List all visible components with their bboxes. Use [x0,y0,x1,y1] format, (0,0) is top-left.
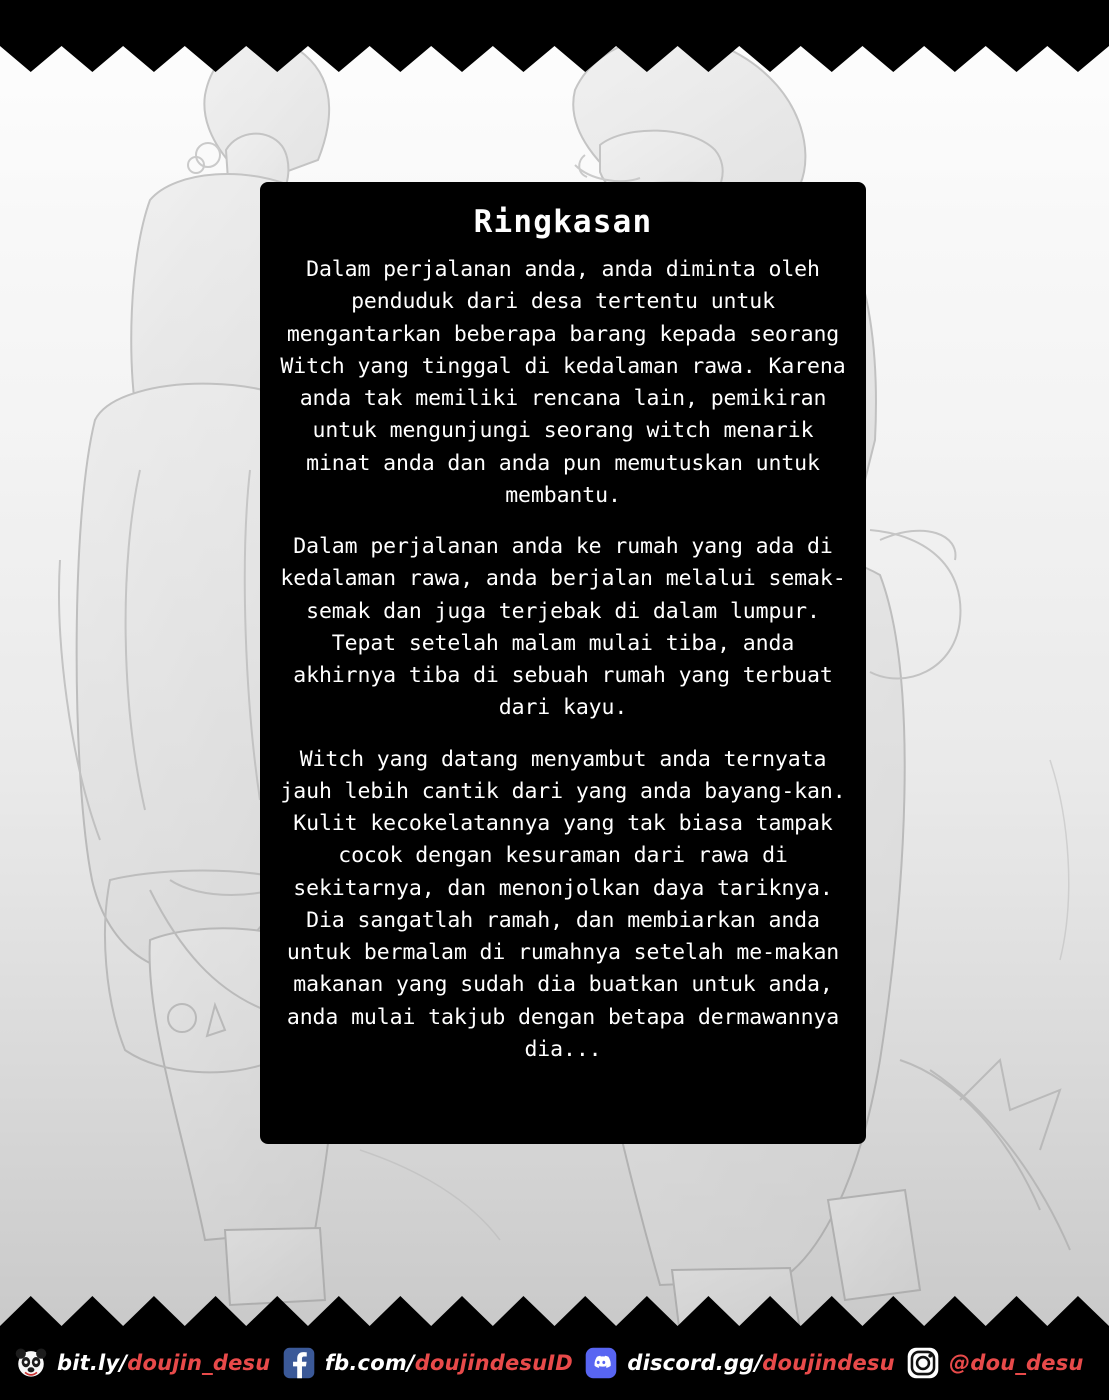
social-link-bitly[interactable] [14,1346,282,1380]
summary-paragraph-4: Dia sangatlah ramah, dan membiarkan anda untuk bermalam di rumahnya setelah me-makan makanan yang sudah dia buatkan untuk anda, anda mulai takjub dengan betapa dermawannya dia... [286,907,840,1062]
summary-paragraph-2: Dalam perjalanan anda ke rumah yang ada di kedalaman rawa, anda berjalan melalui semak-semak dan juga terjebak di dalam lumpur. Tepat setelah malam mulai tiba, anda akhirnya tiba di sebuah rumah yang terbuat dari kayu. [280,534,846,721]
social-link-discord[interactable] [584,1346,906,1380]
social-label-facebook: fb.com/doujindesuID [324,1351,573,1375]
social-link-facebook[interactable] [282,1346,585,1380]
social-label-bitly: bit.ly/doujin_desu [57,1351,271,1375]
bottom-zigzag-border [0,1326,1109,1400]
top-zigzag-border [0,0,1109,46]
facebook-icon [282,1346,316,1380]
social-label-discord: discord.gg/doujindesu [627,1351,895,1375]
summary-paragraph-1: Dalam perjalanan anda, anda diminta oleh penduduk dari desa tertentu untuk mengantarkan beberapa barang kepada seorang Witch yang tinggal di kedalaman rawa. Karena anda tak memiliki rencana lain, pemikiran untuk mengunjungi seorang witch menarik minat anda dan anda pun memutuskan untuk membantu. [280,257,846,508]
social-footer [0,1326,1109,1400]
summary-panel [260,182,866,1144]
page-title: Ringkasan [473,204,653,240]
instagram-icon [906,1346,940,1380]
summary-paragraph-3: Witch yang datang menyambut anda ternyata jauh lebih cantik dari yang anda bayang-kan. Kulit kecokelatannya yang tak biasa tampak cocok dengan kesuraman dari rawa di sekitarnya, dan menonjolkan daya tariknya. [280,746,846,901]
discord-icon [584,1346,618,1380]
social-link-instagram[interactable] [906,1346,1095,1380]
panda-icon [14,1346,48,1380]
social-label-instagram: @dou_desu [949,1351,1084,1375]
